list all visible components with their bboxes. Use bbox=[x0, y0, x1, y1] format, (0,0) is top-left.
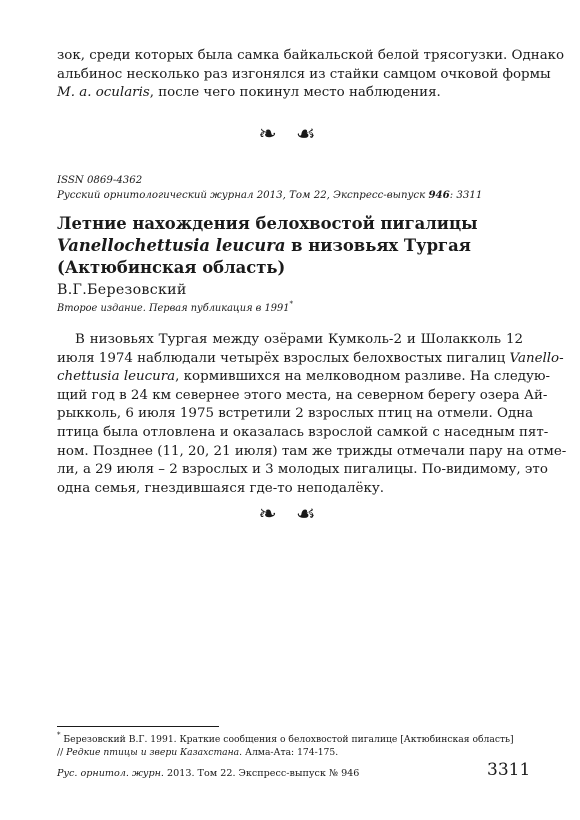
text-line: ном. Позднее (11, 20, 21 июля) там же трижды отмечали пару на отме- bbox=[57, 443, 567, 459]
text-line: одна семья, гнездившаяся где-то неподалёку. bbox=[57, 480, 384, 496]
text-line: щий год в 24 км севернее этого места, на северном берегу озера Ай- bbox=[57, 387, 548, 403]
page-number: 3311 bbox=[487, 760, 531, 780]
text-line: chettusia leucura, кормившихся на мелководном разливе. На следую- bbox=[57, 369, 551, 385]
article-body bbox=[57, 331, 567, 498]
footer-citation: Рус. орнитол. журн. 2013. Том 22. Экспресс-выпуск № 946 bbox=[57, 768, 360, 779]
footnote-rule bbox=[57, 726, 219, 727]
text-line: птица была отловлена и оказалась взрослой самкой с наседным пят- bbox=[57, 424, 549, 440]
section-ornament: ❧ ☙ bbox=[258, 122, 322, 147]
text-line: В низовьях Тургая между озёрами Кумколь-2 и Шолакколь 12 bbox=[75, 332, 523, 347]
article-title: Летние нахождения белохвостой пигалицы Vanellochettusia leucura в низовьях Тургая (Актюбинская область) bbox=[57, 214, 478, 277]
text-line: ли, а 29 июля – 2 взрослых и 3 молодых пигалицы. По-видимому, это bbox=[57, 462, 548, 478]
text-line: июля 1974 наблюдали четырёх взрослых белохвостых пигалиц Vanello- bbox=[57, 350, 564, 366]
previous-article-ending bbox=[57, 47, 565, 103]
issn: ISSN 0869-4362 bbox=[57, 175, 143, 186]
species-name: M. a. ocularis bbox=[57, 85, 150, 101]
text-line: рыкколь, 6 июля 1975 встретили 2 взрослых птиц на отмели. Одна bbox=[57, 406, 534, 422]
text-line: M. a. ocularis, после чего покинул место наблюдения. bbox=[57, 85, 441, 101]
text-line: зок, среди которых была самка байкальской белой трясогузки. Однако bbox=[57, 48, 565, 63]
text-line: альбинос несколько раз изгонялся из стайки самцом очковой формы bbox=[57, 66, 551, 82]
edition-note: Второе издание. Первая публикация в 1991* bbox=[57, 300, 293, 314]
issue-number: 946 bbox=[428, 189, 450, 201]
author: В.Г.Березовский bbox=[57, 282, 187, 298]
section-ornament: ❧ ☙ bbox=[258, 502, 322, 527]
footnote: * Березовский В.Г. 1991. Краткие сообщения о белохвостой пигалице [Актюбинская область] // Редкие птицы и звери Казахстана. Алма-Ата: 174-175. bbox=[57, 731, 514, 758]
footnote-mark: * bbox=[289, 300, 293, 308]
journal-citation: Русский орнитологический журнал 2013, Том 22, Экспресс-выпуск 946: 3311 bbox=[57, 189, 483, 201]
species-name: Vanellochettusia leucura bbox=[57, 236, 286, 255]
